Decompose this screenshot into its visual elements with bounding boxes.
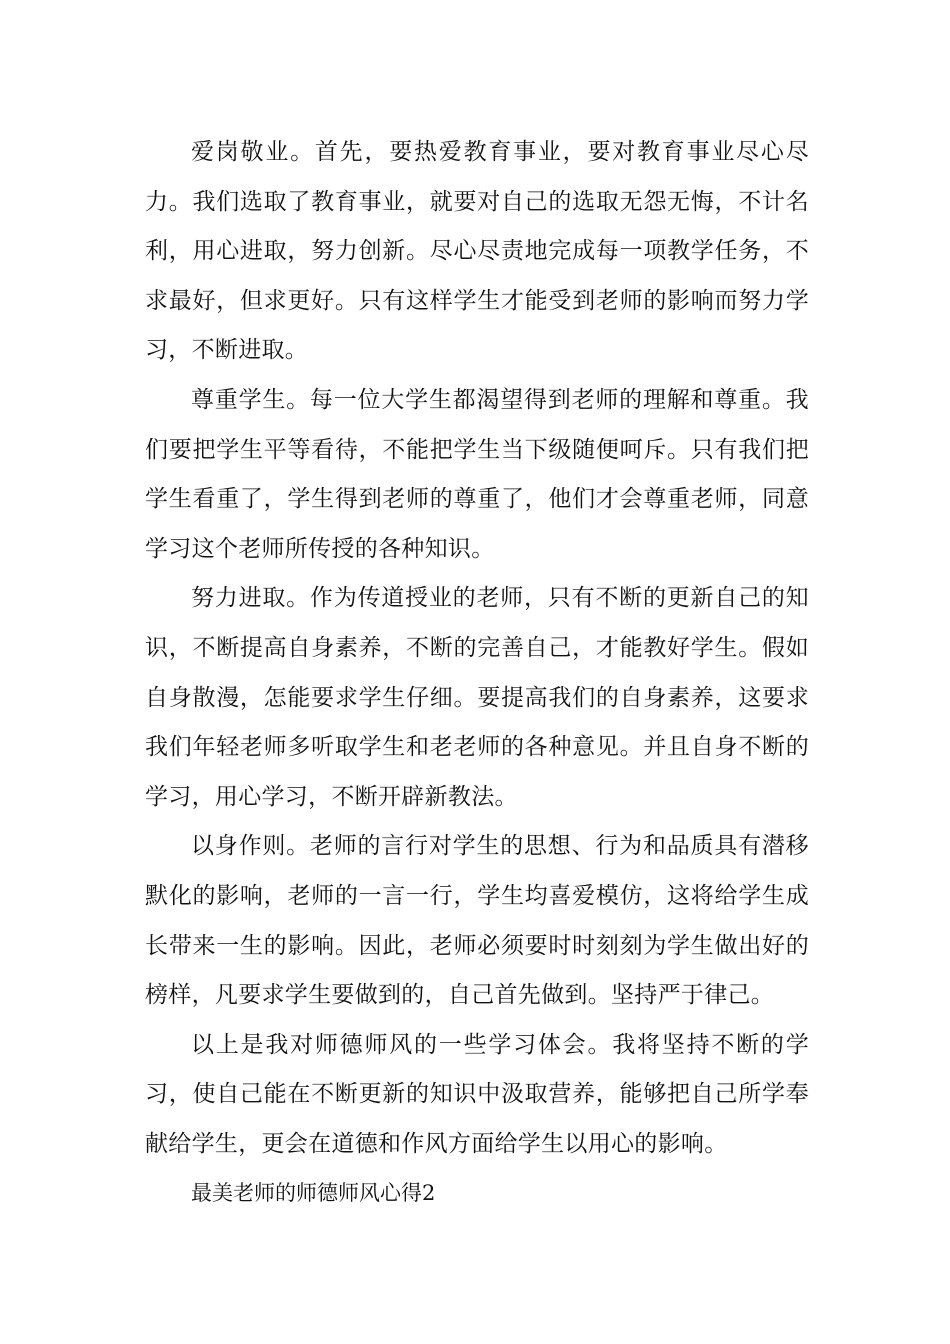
- paragraph-strive-progress: 努力进取。作为传道授业的老师，只有不断的更新自己的知识，不断提高自身素养，不断的完善自己，才能教好学生。假如自身散漫，怎能要求学生仔细。要提高我们的自身素养，这要求我们年轻老师多听取学生和老老师的各种意见。并且自身不断的学习，用心学习，不断开辟新教法。: [145, 585, 809, 810]
- paragraph-dedication: 爱岗敬业。首先，要热爱教育事业，要对教育事业尽心尽力。我们选取了教育事业，就要对自己的选取无怨无悔，不计名利，用心进取，努力创新。尽心尽责地完成每一项教学任务，不求最好，但求更好。只有这样学生才能受到老师的影响而努力学习，不断进取。: [145, 139, 809, 364]
- paragraph-conclusion: 以上是我对师德师风的一些学习体会。我将坚持不断的学习，使自己能在不断更新的知识中汲取营养，能够把自己所学奉献给学生，更会在道德和作风方面给学生以用心的影响。: [145, 1031, 809, 1157]
- document-body: [145, 128, 809, 1219]
- paragraph-respect-students: 尊重学生。每一位大学生都渴望得到老师的理解和尊重。我们要把学生平等看待，不能把学生当下级随便呵斥。只有我们把学生看重了，学生得到老师的尊重了，他们才会尊重老师，同意学习这个老师所传授的各种知识。: [145, 386, 809, 562]
- paragraph-lead-by-example: 以身作则。老师的言行对学生的思想、行为和品质具有潜移默化的影响，老师的一言一行，学生均喜爱模仿，这将给学生成长带来一生的影响。因此，老师必须要时时刻刻为学生做出好的榜样，凡要求学生要做到的，自己首先做到。坚持严于律己。: [145, 833, 809, 1009]
- section-heading: 最美老师的师德师风心得2: [191, 1181, 436, 1206]
